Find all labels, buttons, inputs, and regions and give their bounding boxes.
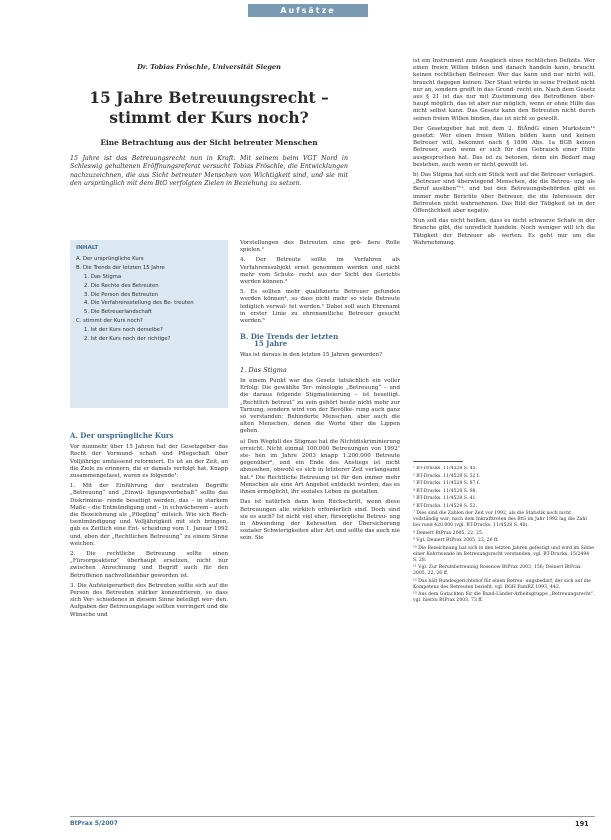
toc-item: 4. Die Verfahrensstellung des Be- treuten — [84, 300, 194, 307]
paragraph: In einem Punkt war das Gesetz tatsächlich ein voller Erfolg: Die gewählte Ter- minologie „Betreuung“ – und die daraus folgende Stigmatisierung – ist beseitigt. „Rechtlich betreut“ zu sein gehört heute nicht mehr zur Tarnung, sondern wird von der Bevölke- rung auch ganz so verstanden: Behinderte Menschen, aber auch die alten Menschen, denen die Worte über die Lippen gehen. — [240, 378, 400, 435]
toc-item: 3. Die Person des Betreuten — [84, 291, 159, 298]
section-b-heading — [240, 333, 400, 347]
section-label: Aufsätze — [248, 4, 368, 17]
footer-divider — [70, 816, 595, 817]
footnotes — [413, 466, 595, 810]
footnote: ¹⁰ Die Bezeichnung hat sich in den letzten Jahren gefestigt und wird im Sinne einer Kehrtwende im Betreuungsrecht verstanden, vgl. BT-Drucks. 15/2494 S. 28. — [413, 545, 594, 563]
toc-heading: INHALT — [76, 245, 99, 251]
toc-item: A. Der ursprüngliche Kurs — [76, 256, 144, 262]
article-title — [70, 88, 348, 128]
title-line-1: 15 Jahre Betreuungsrecht – — [89, 88, 329, 107]
footnote: ¹¹ Vgl. Zur Berufsbetreuung Rosenow BtPrax 2003, 156; Deinert BtPrax 2005, 22, 26 ff. — [413, 565, 581, 576]
toc-item: B. Die Trends der letzten 15 Jahre — [76, 264, 165, 271]
footnote: ⁵ BT-Drucks. 11/4528 S. 41. — [413, 496, 477, 501]
toc-item: C. stimmt der Kurs noch? — [76, 318, 143, 325]
toc-item: 1. Das Stigma — [84, 273, 122, 280]
paragraph: 3. Die Aufsteigerarbeit des Betreuten sollte sich auf die Person des Betreuten stärker konzentrieren, so dass sich Ver- schiedenes in diesem Sinne beteiligt wer- den. Aufgaben der Betreuungstage sollten verringert und die Wünsche und — [70, 582, 228, 618]
footnote: ¹³ Aus dem Gutachten für die Bund-Länder-Arbeitsgruppe „Betreuungsrecht“, vgl. hierzu BtPrax 2003, 73 ff. — [413, 592, 595, 603]
article-author: Dr. Tobias Fröschle, Universität Siegen — [137, 63, 281, 71]
page-number: 191 — [575, 820, 589, 828]
paragraph: a) Den Wegfall des Stigmas hat die Nichtdiskriminierung erreicht. Nicht einmal 100.000 Betreuungen von 1992⁷ ste- hen im Jahre 2003 knapp 1.200.000 Betreute gegenüber⁸, und ein Ende des Anstiegs ist nicht abzusehen, obwohl es sich in letzterer Zeit verlangsamt hat.⁹ Die Rechtliche Betreuung ist für den immer mehr Menschen als eine Art Angebot entdeckt worden, das es ihnen ermöglicht, ihr soziales Leben zu gestalten. — [240, 438, 400, 496]
subsection-1-heading: 1. Das Stigma — [240, 365, 287, 374]
title-line-2: stimmt der Kurs noch? — [109, 108, 309, 127]
column-1 — [70, 432, 228, 810]
toc-item: 2. Ist der Kurs noch der richtige? — [84, 336, 171, 343]
column-3 — [413, 58, 595, 456]
footnote: ⁹ Vgl. Deinert BtPrax 2005, 22, 26 ff. — [413, 538, 499, 543]
paragraph: b) Das Stigma hat sich ein Stück weit auf die Betreuer verlagert. „Betreuer sind überwiegend Menschen, die die Betreu- ung als Beruf ausüben“¹¹, und bei den Betreuungsbehörden gibt es immer mehr Berichte über Betreuer, die die Interessen der Betreuten nicht wahrnehmen. Das Bild der Tätigkeit ist in der Öffentlichkeit aber negativ. — [413, 172, 595, 215]
footnote: ⁷ Dies sind die Zahlen der Zeit vor 1992, als die Statistik noch nicht vollständig war; nach dem Inkrafttreten des BtG im Jahr 1992 lag die Zahl bei rund 420.000 (vgl. BT-Drucks. 11/4528 S. 40). — [413, 511, 587, 528]
paragraph: Vorstellungen des Betreuten eine grö- ßere Rolle spielen.² — [240, 240, 400, 254]
footnote: ² BT-Drucks. 11/4528 S. 52 f. — [413, 473, 480, 479]
paragraph: 4. Der Betreute sollte im Verfahren als Verfahrenssubjekt ernst genommen werden und nicht mehr vom Schutz- recht aus der Sicht des Gerichts werden können.³ — [240, 257, 400, 286]
article-lead: 15 Jahre ist das Betreuungsrecht nun in Kraft. Mit seinem beim VGT Nord in Schleswig gehaltenen Eröffnungsreferat versucht Tobias Fröschle, die Entwicklungen nachzuzeichnen, die aus Sicht betreuter Menschen von Wichtigkeit sind, und sie mit den ursprünglich mit dem BtG verfolgten Zielen in Beziehung zu setzen. — [70, 155, 348, 188]
paragraph: 5. Es sollten mehr qualifizierte Betreuer gefunden werden können⁴, so dass nicht mehr so viele Betreute lediglich verwal- tet werden.⁵ Dabei soll auch Ehrenamt in erster Linie zu ehrenamtliche Betreuer gesucht werden.⁶ — [240, 289, 400, 325]
footnote-divider — [413, 461, 463, 462]
article-subtitle: Eine Betrachtung aus der Sicht betreuter Menschen — [100, 138, 318, 147]
paragraph: ist ein Instrument zum Ausgleich eines rechtlichen Defizits. Wer einen freien Willen bilden und danach handeln kann, braucht keinen rechtlichen Betreuer. Wer das kann und nur nicht will, braucht dagegen keinen. Der Staat würde in seine Freiheit nicht nur an, sondern greift in das Grund- recht ein. Nach dem Gesetz aus § 21 ist das nur mit Zustimmung des Betroffenen über- haupt möglich, das ist aber nur möglich, wenn er ohne Hilfe das nicht selbst kann. Das Gesetz kann den Betreuten nicht durch seinen freien Willen binden, das ist nicht so gewollt. — [413, 58, 595, 122]
section-a-heading: A. Der ursprüngliche Kurs — [70, 432, 174, 440]
paragraph: 1. Mit der Einführung der neutralen Begriffe „Betreuung“ und „Einwil- ligungsvorbehalt“ sollte das Diskriminie- rende beseitigt werden, das – in starkem Maße – die Entmündigung und – in schwächerem – auch die Bezeichnung als „Pflegling“ mitsich. Wie sich Rech- tsentmündigung und Volljährigkeit mit sich bringen, gab es Zeitlich eine Ent- scheidung vom 1. Januar 1992 und, eben der „Rechtlichen Betreuung“ zu einem Sinne weichen. — [70, 483, 228, 547]
paragraph: 2. Die rechtliche Betreuung sollte einen „Fürsorgeaktenz“ überhaupt ersetzen, nicht nur zwischen Anrechnung und Begriff auch für den Betroffenen nachvollziehbar geworden ist. — [70, 551, 228, 579]
journal-issue: BtPrax 5/2007 — [70, 820, 118, 827]
footnote: ¹ BT-Drucks. 11/4528 S. 45. — [413, 466, 477, 471]
paragraph: Nun soll das nicht heißen, dass es nicht schwarze Schafe in der Branche gibt, die unredlich handeln. Noch weniger will ich die Tätigkeit der Betreuer ab- werten. Es geht mir um die Wahrnehmung. — [413, 218, 595, 246]
table-of-contents — [70, 240, 228, 408]
paragraph: Vor nunmehr über 15 Jahren hat der Gesetzgeber das Recht der Vormund- schaft und Pflegschaft über Volljährige umfassend reformiert. Es ist an der Zeit, an die Ziele zu erinnern, die er damals verfolgt hat. Knapp zusammengefasst, waren es folgende¹: — [70, 444, 228, 480]
footnote: ⁸ Deinert BtPrax 2005, 22, 25. — [413, 530, 484, 536]
section-b-heading-line-1: B. Die Trends der letzten — [240, 332, 339, 342]
footnote: ⁶ BT-Drucks. 11/4528 S. 52. — [413, 503, 477, 509]
column-2 — [240, 240, 400, 810]
paragraph: Was ist daraus in den letzten 15 Jahren geworden? — [240, 351, 383, 358]
section-b-heading-line-2: 15 Jahre — [254, 339, 288, 349]
toc-item: 1. Ist der Kurs noch derselbe? — [84, 327, 163, 334]
footnote: ³ BT-Drucks. 11/4528 S. 87 f. — [413, 481, 480, 486]
footnote: ¹² Das hält Bundesgerichtshof für einen Betreu- ungsbedarf, der sich auf die Kompetenz des Betreuten bezieht, vgl. BGH FamRZ 1993, 442. — [413, 578, 591, 590]
paragraph: Der Gesetzgeber hat mit dem 2. BtÄndG einen Markstein¹⁰ gesetzt: Wer einen freien Willen bilden kann und keinen Betreuer will, bekommt nach § 1896 Abs. 1a BGB keinen Betreuer, auch wenn er sich für den Gebrauch einer Hilfe ausgesprochen hat. Das ist zu betonen, denn ein Bedarf mag bestehen, auch wenn er nicht gewollt ist. — [413, 125, 595, 168]
paragraph: Das ist natürlich dann kein Rückschritt, wenn diese Betreuungen alle wirklich erforderlich sind. Doch sind sie es auch? Ist nicht viel eher, fürsorgliche Betreu- ung in Abwendung der Kehrseiten der Übersicherung sozialer Schwierigkeiten aller Art und sollte das auch nie sein. Sie — [240, 499, 400, 542]
footnote: ⁴ BT-Drucks. 11/4528 S. 98. — [413, 488, 477, 494]
toc-item: 2. Die Rechte des Betreuten — [84, 282, 159, 289]
toc-item: 5. Die Betreuerlandschaft — [84, 309, 152, 316]
